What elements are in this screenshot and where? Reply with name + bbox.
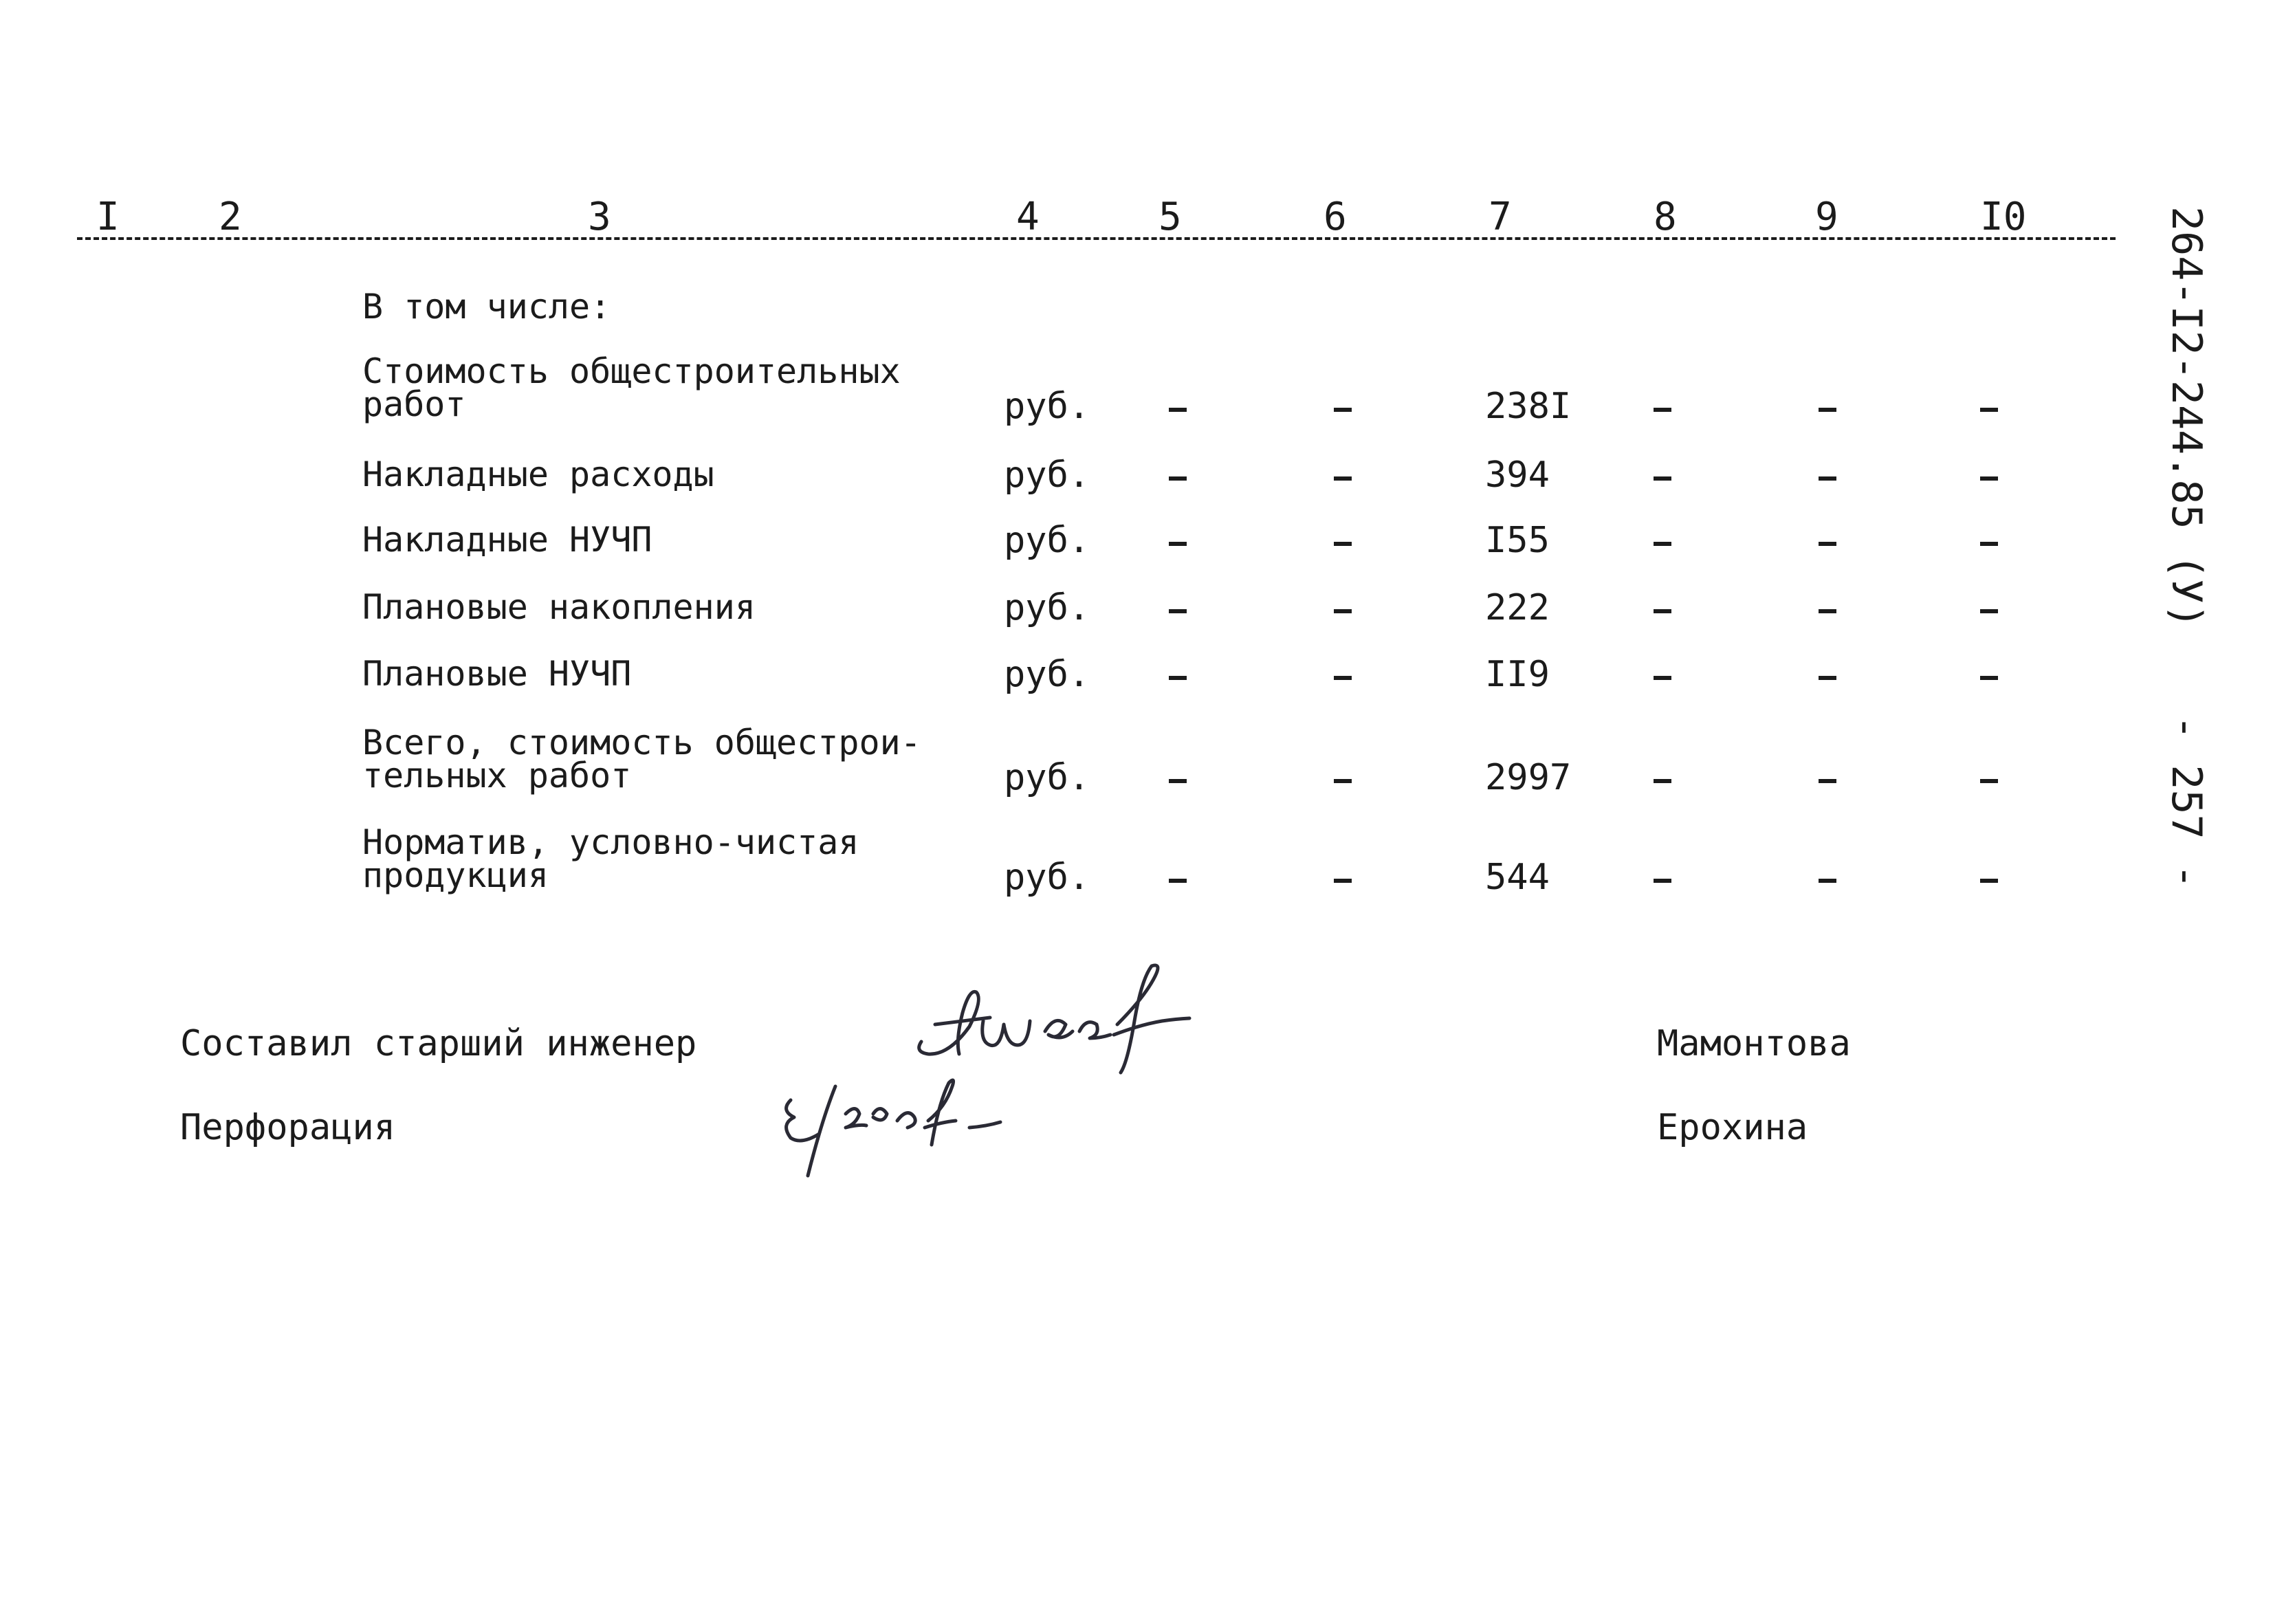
row-description-line: продукция <box>362 855 549 895</box>
row-empty-c5 <box>1169 542 1187 546</box>
row-empty-c10 <box>1980 879 1998 883</box>
row-unit: руб. <box>1004 520 1090 561</box>
page-number: - 257 - <box>2162 715 2210 889</box>
col-header-3: 3 <box>588 195 611 239</box>
row-description-line: Накладные расходы <box>362 454 714 494</box>
row-description-line: Плановые НУЧП <box>362 654 632 694</box>
row-empty-c9 <box>1819 879 1836 883</box>
row-empty-c8 <box>1654 476 1671 481</box>
row-description <box>362 520 652 560</box>
section-label: В том числе: <box>362 287 611 327</box>
row-empty-c6 <box>1334 476 1352 481</box>
row-empty-c9 <box>1819 779 1836 783</box>
row-empty-c6 <box>1334 609 1352 613</box>
row-unit: руб. <box>1004 857 1090 898</box>
row-empty-c5 <box>1169 676 1187 680</box>
row-empty-c9 <box>1819 476 1836 481</box>
row-description-line: Всего, стоимость общестрои- <box>362 723 921 762</box>
row-unit: руб. <box>1004 386 1090 427</box>
perforation-name: Ерохина <box>1657 1107 1808 1148</box>
col-header-7: 7 <box>1489 195 1512 239</box>
row-empty-c5 <box>1169 408 1187 412</box>
row-empty-c10 <box>1980 676 1998 680</box>
row-empty-c8 <box>1654 408 1671 412</box>
perforation-signature <box>770 1073 1031 1189</box>
header-divider <box>77 237 2116 240</box>
row-description-line: Плановые накопления <box>362 587 756 627</box>
row-empty-c10 <box>1980 476 1998 481</box>
row-unit: руб. <box>1004 587 1090 628</box>
row-empty-c5 <box>1169 779 1187 783</box>
row-empty-c6 <box>1334 408 1352 412</box>
row-description <box>362 587 756 627</box>
col-header-2: 2 <box>219 195 242 239</box>
row-description-line: работ <box>362 384 466 424</box>
row-empty-c10 <box>1980 779 1998 783</box>
row-unit: руб. <box>1004 454 1090 496</box>
row-unit: руб. <box>1004 654 1090 695</box>
side-margin <box>2118 206 2210 889</box>
row-empty-c8 <box>1654 676 1671 680</box>
perforation-label: Перфорация <box>180 1107 396 1148</box>
composed-by-name: Мамонтова <box>1657 1023 1851 1064</box>
row-empty-c8 <box>1654 542 1671 546</box>
row-description-line: Норматив, условно-чистая <box>362 822 859 862</box>
table-row <box>0 654 2131 732</box>
row-empty-c8 <box>1654 879 1671 883</box>
row-empty-c5 <box>1169 609 1187 613</box>
row-empty-c9 <box>1819 408 1836 412</box>
row-empty-c5 <box>1169 476 1187 481</box>
row-description <box>362 454 714 494</box>
row-value-col7: 544 <box>1485 857 1550 898</box>
col-header-4: 4 <box>1016 195 1040 239</box>
row-description-line: Накладные НУЧП <box>362 520 652 560</box>
row-description-line: Стоимость общестроительных <box>362 351 901 391</box>
table-row <box>0 822 2131 901</box>
table-row <box>0 351 2131 430</box>
composed-by-label: Составил старший инженер <box>180 1023 697 1064</box>
row-value-col7: I55 <box>1485 520 1550 561</box>
row-empty-c8 <box>1654 609 1671 613</box>
row-description <box>362 822 859 895</box>
row-empty-c8 <box>1654 779 1671 783</box>
row-value-col7: II9 <box>1485 654 1550 695</box>
row-empty-c6 <box>1334 879 1352 883</box>
row-unit: руб. <box>1004 757 1090 798</box>
row-value-col7: 222 <box>1485 587 1550 628</box>
row-description <box>362 725 921 793</box>
row-empty-c9 <box>1819 676 1836 680</box>
row-empty-c6 <box>1334 542 1352 546</box>
row-value-col7: 394 <box>1485 454 1550 496</box>
row-empty-c5 <box>1169 879 1187 883</box>
row-value-col7: 2997 <box>1485 757 1572 798</box>
row-description-line: тельных работ <box>362 756 632 795</box>
row-empty-c6 <box>1334 779 1352 783</box>
col-header-8: 8 <box>1654 195 1677 239</box>
row-empty-c9 <box>1819 609 1836 613</box>
row-empty-c9 <box>1819 542 1836 546</box>
row-empty-c10 <box>1980 609 1998 613</box>
col-header-5: 5 <box>1159 195 1182 239</box>
col-header-1: I <box>96 195 120 239</box>
col-header-10: I0 <box>1980 195 2027 239</box>
table-row <box>0 725 2131 801</box>
row-value-col7: 238I <box>1485 386 1572 427</box>
row-empty-c10 <box>1980 542 1998 546</box>
row-empty-c10 <box>1980 408 1998 412</box>
document-code: 264-I2-244.85 (У) <box>2162 206 2210 629</box>
col-header-9: 9 <box>1815 195 1838 239</box>
col-header-6: 6 <box>1324 195 1347 239</box>
row-description <box>362 351 901 424</box>
row-empty-c6 <box>1334 676 1352 680</box>
row-description <box>362 654 632 694</box>
